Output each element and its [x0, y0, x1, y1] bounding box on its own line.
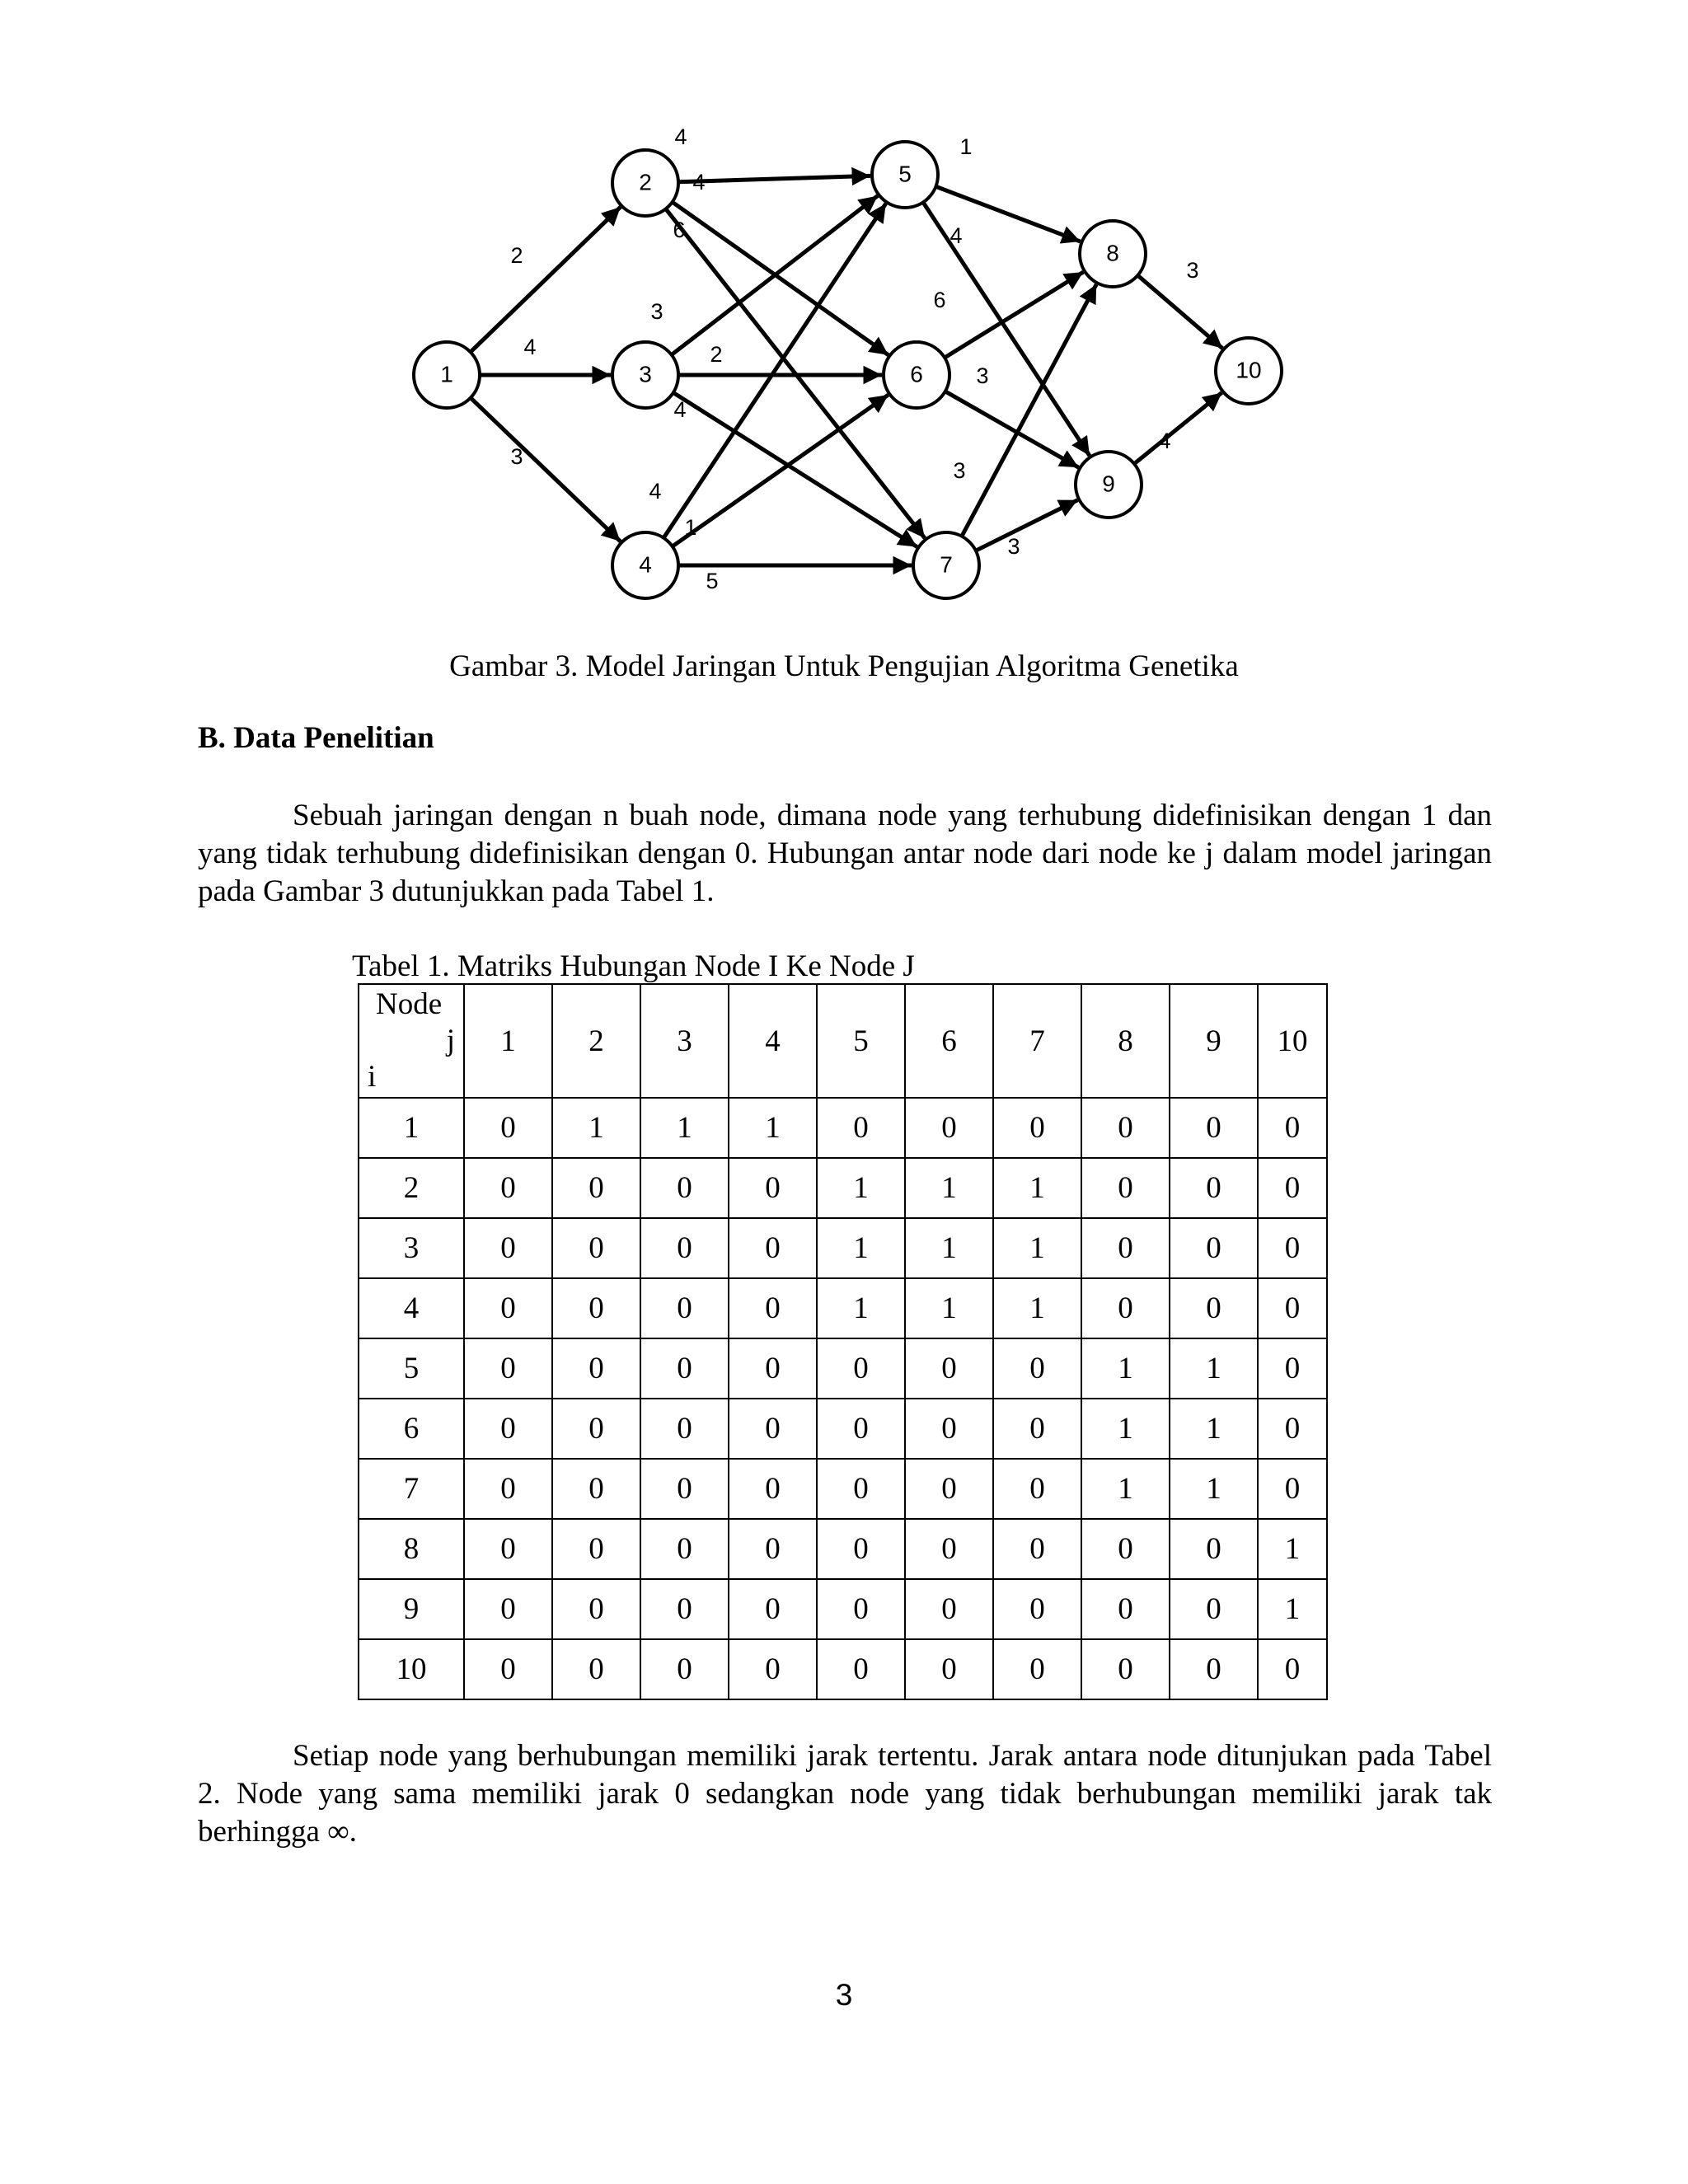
edge-4-6	[673, 395, 889, 546]
column-header-8: 8	[1081, 984, 1170, 1098]
node-4	[612, 532, 678, 598]
edge-2-5	[678, 176, 870, 181]
edge-3-5	[672, 196, 878, 355]
column-header-3: 3	[640, 984, 729, 1098]
node-8	[1080, 221, 1146, 287]
matrix-cell: 0	[464, 1218, 552, 1278]
matrix-cell: 0	[1258, 1218, 1327, 1278]
node-label-8: 8	[1106, 240, 1119, 266]
matrix-cell: 1	[817, 1278, 905, 1338]
matrix-cell: 0	[1258, 1098, 1327, 1158]
table-row	[359, 1459, 1327, 1519]
matrix-cell: 0	[640, 1459, 729, 1519]
matrix-cell: 1	[905, 1278, 993, 1338]
matrix-cell: 0	[729, 1218, 817, 1278]
matrix-cell: 0	[729, 1158, 817, 1218]
matrix-cell: 1	[993, 1278, 1081, 1338]
edge-1-2	[471, 207, 621, 352]
matrix-cell: 0	[905, 1399, 993, 1459]
node-3	[612, 342, 678, 408]
table-title: Tabel 1. Matriks Hubungan Node I Ke Node J	[352, 949, 915, 983]
matrix-cell: 0	[729, 1459, 817, 1519]
adjacency-matrix-table	[358, 983, 1328, 1700]
edge-8-10	[1137, 275, 1222, 349]
row-header: 3	[359, 1218, 464, 1278]
row-header: 9	[359, 1579, 464, 1639]
row-header: 2	[359, 1158, 464, 1218]
node-5	[872, 142, 938, 208]
edge-weight-2-7: 6	[673, 218, 686, 243]
table-row	[359, 1158, 1327, 1218]
matrix-cell: 0	[729, 1579, 817, 1639]
edge-weight-3-7: 4	[673, 397, 687, 423]
matrix-cell: 0	[1170, 1098, 1258, 1158]
matrix-cell: 0	[729, 1338, 817, 1399]
corner-j-label: j	[446, 1024, 455, 1057]
matrix-cell: 0	[552, 1459, 640, 1519]
corner-node-label: Node	[376, 987, 443, 1021]
column-header-7: 7	[993, 984, 1081, 1098]
matrix-cell: 0	[1170, 1218, 1258, 1278]
edge-7-9	[976, 500, 1078, 551]
node-label-9: 9	[1102, 471, 1115, 497]
table-row	[359, 1278, 1327, 1338]
matrix-cell: 1	[817, 1158, 905, 1218]
matrix-cell: 0	[729, 1278, 817, 1338]
matrix-cell: 1	[1170, 1338, 1258, 1399]
node-7	[913, 532, 979, 598]
edge-weight-4-7: 5	[706, 569, 719, 594]
node-label-4: 4	[639, 551, 652, 578]
edge-weight-2-5: 4	[674, 124, 687, 150]
matrix-cell: 0	[817, 1459, 905, 1519]
matrix-cell: 0	[1170, 1579, 1258, 1639]
matrix-cell: 1	[993, 1218, 1081, 1278]
matrix-cell: 0	[464, 1639, 552, 1699]
matrix-cell: 0	[993, 1579, 1081, 1639]
row-header: 6	[359, 1399, 464, 1459]
edge-9-10	[1134, 392, 1221, 463]
row-header: 7	[359, 1459, 464, 1519]
matrix-cell: 0	[1258, 1459, 1327, 1519]
matrix-cell: 0	[817, 1399, 905, 1459]
node-1	[414, 342, 480, 408]
node-label-1: 1	[440, 361, 453, 387]
matrix-cell: 1	[729, 1098, 817, 1158]
table-row	[359, 1579, 1327, 1639]
matrix-cell: 0	[640, 1399, 729, 1459]
matrix-cell: 0	[552, 1519, 640, 1579]
column-header-4: 4	[729, 984, 817, 1098]
matrix-cell: 0	[552, 1399, 640, 1459]
section-heading: B. Data Penelitian	[198, 721, 434, 755]
node-2	[612, 150, 678, 216]
edge-weight-4-6: 1	[684, 515, 697, 541]
matrix-cell: 0	[729, 1639, 817, 1699]
matrix-cell: 0	[464, 1459, 552, 1519]
paragraph-intro-text: Sebuah jaringan dengan n buah node, dimana node yang terhubung didefinisikan dengan 1 dan yang tidak terhubung didefinisikan dengan 0. Hubungan antar node dari node ke j dalam model jaringan pada Gambar 3 dutunjukkan pada Tabel 1.	[198, 799, 1492, 908]
node-6	[884, 342, 950, 408]
node-label-10: 10	[1236, 357, 1262, 383]
matrix-cell: 0	[640, 1158, 729, 1218]
paragraph-distance-text: Setiap node yang berhubungan memiliki jarak tertentu. Jarak antara node ditunjukan pada Tabel 2. Node yang sama memiliki jarak 0 sedangkan node yang tidak berhubungan memiliki jarak tak berhingga ∞.	[198, 1739, 1492, 1849]
paragraph-distance	[198, 1737, 1492, 1851]
edge-5-9	[923, 202, 1090, 455]
edge-6-9	[945, 391, 1079, 467]
matrix-cell: 1	[1081, 1459, 1170, 1519]
column-header-10: 10	[1258, 984, 1327, 1098]
edge-weight-3-5: 3	[650, 299, 663, 325]
matrix-cell: 0	[552, 1338, 640, 1399]
matrix-cell: 0	[905, 1579, 993, 1639]
table-row	[359, 1399, 1327, 1459]
row-header: 10	[359, 1639, 464, 1699]
matrix-cell: 0	[993, 1519, 1081, 1579]
matrix-cell: 0	[905, 1098, 993, 1158]
row-header: 8	[359, 1519, 464, 1579]
table-corner-cell	[359, 984, 464, 1098]
edge-weight-1-2: 2	[510, 243, 523, 269]
matrix-cell: 0	[464, 1278, 552, 1338]
edge-weight-3-6: 2	[710, 342, 723, 368]
edge-weight-5-8: 1	[959, 134, 973, 160]
matrix-cell: 1	[1170, 1459, 1258, 1519]
row-header: 1	[359, 1098, 464, 1158]
matrix-cell: 0	[1170, 1519, 1258, 1579]
matrix-cell: 0	[640, 1639, 729, 1699]
matrix-cell: 0	[640, 1278, 729, 1338]
matrix-cell: 0	[993, 1098, 1081, 1158]
matrix-cell: 0	[1081, 1519, 1170, 1579]
node-label-3: 3	[639, 361, 652, 387]
matrix-cell: 1	[1258, 1579, 1327, 1639]
matrix-cell: 0	[993, 1639, 1081, 1699]
matrix-cell: 0	[905, 1639, 993, 1699]
matrix-cell: 0	[1258, 1639, 1327, 1699]
matrix-cell: 1	[1081, 1399, 1170, 1459]
matrix-cell: 0	[640, 1579, 729, 1639]
matrix-cell: 0	[464, 1158, 552, 1218]
table-row	[359, 1338, 1327, 1399]
matrix-cell: 0	[817, 1338, 905, 1399]
edge-weight-9-10: 4	[1158, 429, 1171, 454]
node-label-6: 6	[910, 361, 923, 387]
page-number: 3	[835, 1978, 853, 2012]
matrix-cell: 0	[1258, 1158, 1327, 1218]
matrix-cell: 0	[1170, 1639, 1258, 1699]
table-row	[359, 1639, 1327, 1699]
matrix-cell: 0	[552, 1278, 640, 1338]
node-label-7: 7	[940, 551, 953, 578]
matrix-cell: 0	[817, 1579, 905, 1639]
matrix-cell: 0	[1170, 1278, 1258, 1338]
matrix-cell: 1	[1081, 1338, 1170, 1399]
node-10	[1216, 338, 1282, 404]
table-header-row	[359, 984, 1327, 1098]
node-label-2: 2	[639, 169, 652, 195]
edge-weight-4-5: 4	[649, 479, 662, 504]
matrix-cell: 0	[552, 1639, 640, 1699]
matrix-cell: 0	[464, 1098, 552, 1158]
matrix-cell: 0	[1081, 1098, 1170, 1158]
matrix-cell: 1	[905, 1158, 993, 1218]
edge-1-4	[471, 398, 621, 541]
node-label-5: 5	[898, 161, 912, 187]
edge-weight-1-3: 4	[523, 335, 537, 360]
matrix-cell: 0	[1258, 1338, 1327, 1399]
edge-2-6	[673, 202, 889, 355]
network-diagram	[0, 0, 1688, 626]
matrix-cell: 0	[1081, 1579, 1170, 1639]
node-9	[1076, 452, 1142, 518]
column-header-6: 6	[905, 984, 993, 1098]
paragraph-intro	[198, 797, 1492, 911]
matrix-cell: 0	[993, 1338, 1081, 1399]
matrix-cell: 1	[905, 1218, 993, 1278]
edge-weight-8-10: 3	[1186, 258, 1199, 284]
matrix-cell: 0	[1081, 1639, 1170, 1699]
matrix-cell: 0	[1081, 1278, 1170, 1338]
edge-weight-7-9: 3	[1007, 534, 1020, 560]
matrix-cell: 0	[640, 1519, 729, 1579]
matrix-cell: 0	[1258, 1278, 1327, 1338]
matrix-cell: 0	[464, 1399, 552, 1459]
row-header: 4	[359, 1278, 464, 1338]
matrix-cell: 0	[464, 1338, 552, 1399]
matrix-cell: 0	[464, 1519, 552, 1579]
edge-weight-6-9: 3	[976, 363, 989, 389]
matrix-cell: 0	[905, 1459, 993, 1519]
matrix-cell: 0	[993, 1399, 1081, 1459]
column-header-1: 1	[464, 984, 552, 1098]
column-header-2: 2	[552, 984, 640, 1098]
table-row	[359, 1519, 1327, 1579]
matrix-cell: 1	[993, 1158, 1081, 1218]
matrix-cell: 0	[817, 1639, 905, 1699]
matrix-cell: 0	[905, 1338, 993, 1399]
matrix-cell: 0	[552, 1158, 640, 1218]
matrix-cell: 0	[729, 1399, 817, 1459]
table-row	[359, 1098, 1327, 1158]
matrix-cell: 1	[817, 1218, 905, 1278]
corner-i-label: i	[368, 1060, 377, 1094]
edge-4-5	[663, 204, 886, 541]
matrix-cell: 1	[1170, 1399, 1258, 1459]
matrix-cell: 1	[1258, 1519, 1327, 1579]
matrix-cell: 0	[1081, 1158, 1170, 1218]
matrix-cell: 1	[640, 1098, 729, 1158]
matrix-cell: 0	[817, 1519, 905, 1579]
matrix-cell: 0	[729, 1519, 817, 1579]
edge-weight-5-9: 4	[950, 223, 963, 249]
matrix-cell: 0	[993, 1459, 1081, 1519]
matrix-cell: 0	[640, 1218, 729, 1278]
matrix-cell: 1	[552, 1098, 640, 1158]
matrix-cell: 0	[640, 1338, 729, 1399]
matrix-cell: 0	[552, 1218, 640, 1278]
edge-weight-1-4: 3	[510, 444, 523, 470]
column-header-9: 9	[1170, 984, 1258, 1098]
table-row	[359, 1218, 1327, 1278]
matrix-cell: 0	[1258, 1399, 1327, 1459]
matrix-cell: 0	[552, 1579, 640, 1639]
matrix-cell: 0	[464, 1579, 552, 1639]
row-header: 5	[359, 1338, 464, 1399]
matrix-cell: 0	[905, 1519, 993, 1579]
edge-weight-2-6: 4	[692, 170, 706, 195]
figure-caption: Gambar 3. Model Jaringan Untuk Pengujian Algoritma Genetika	[449, 649, 1239, 683]
column-header-5: 5	[817, 984, 905, 1098]
matrix-cell: 0	[1170, 1158, 1258, 1218]
matrix-cell: 0	[817, 1098, 905, 1158]
edge-weight-6-8: 6	[933, 288, 946, 313]
matrix-cell: 0	[1081, 1218, 1170, 1278]
edge-weight-7-8: 3	[953, 458, 966, 484]
